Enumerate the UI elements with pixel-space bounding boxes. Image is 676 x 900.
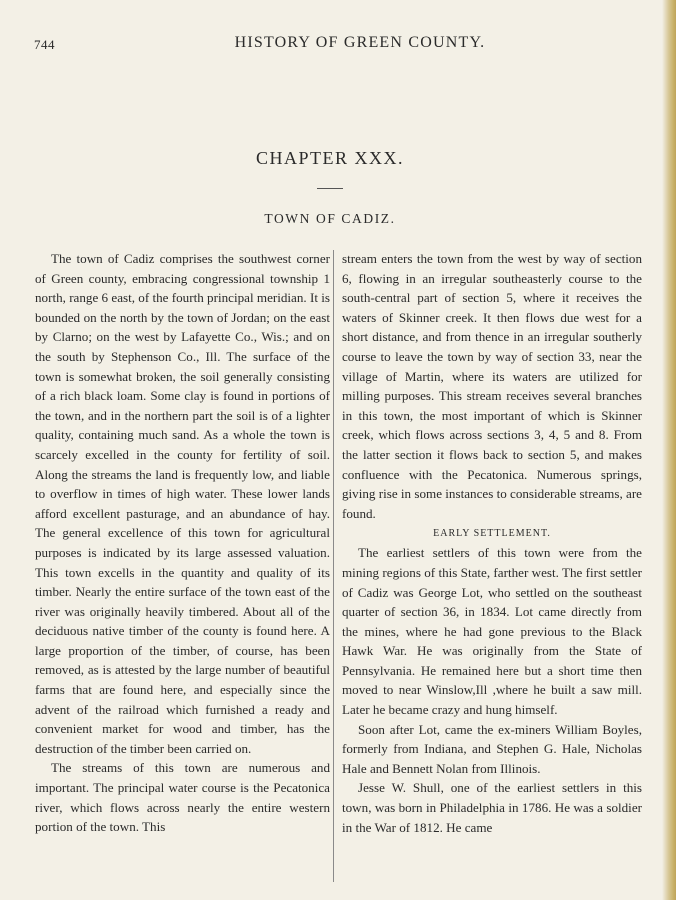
running-head: HISTORY OF GREEN COUNTY. [234,34,486,51]
right-column [342,249,642,837]
left-column [35,249,330,837]
subheading-early-settlement: EARLY SETTLEMENT. [433,528,551,540]
chapter-title: CHAPTER XXX. [255,148,404,168]
page-number: 744 [34,37,55,52]
title-divider-rule [317,188,343,189]
paragraph: Soon after Lot, came the ex-miners William Boyles, formerly from Indiana, and Stephen G. Hale, Nicholas Hale and Bennett Nolan from Illinois. [342,721,642,776]
paragraph: stream enters the town from the west by way of section 6, flowing in an irregular southeasterly course to the south-central part of section 5, where it receives the waters of Skinner creek. It then flows due west for a short distance, and from thence in an irregular southerly course to leave the town by way of section 33, near the village of Martin, where its waters are utilized for milling purposes. This stream receives several branches in this town, the most important of which is Skinner creek, which flows across sections 3, 4, 5 and 8. From the latter section it flows back to section 5, and makes confluence with the Pecatonica. Numerous springs, giving rise in some instances to considerable streams, are found. [342,251,642,521]
section-title: TOWN OF CADIZ. [264,211,396,226]
paragraph: Jesse W. Shull, one of the earliest settlers in this town, was born in Philadelphia in 1786. He was a soldier in the War of 1812. He came [342,780,642,835]
paragraph: The streams of this town are numerous and important. The principal water course is the Pecatonica river, which flows across nearly the entire western portion of the town. This [35,760,330,835]
column-divider [333,250,334,882]
page-edge-binding [662,0,676,900]
paragraph: The earliest settlers of this town were from the mining regions of this State, farther west. The first settler of Cadiz was George Lot, who settled on the southeast quarter of section 36, in 1834. Lot came directly from the mines, where he had gone previous to the Black Hawk War. He was originally from the State of Pennsylvania. He remained here but a short time then moved to near Winslow,Ill ,where he built a saw mill. Later he became crazy and hung himself. [342,545,642,718]
paragraph: The town of Cadiz comprises the southwest corner of Green county, embracing congressional township 1 north, range 6 east, of the fourth principal meridian. It is bounded on the north by the town of Jordan; on the east by Clarno; on the west by Lafayette Co., Wis.; and on the south by Stephenson Co., Ill. The surface of the town is somewhat broken, the soil generally consisting of a rich black loam. Some clay is found in portions of the town, and in the northern part the soil is of a lighter quality, containing much sand. As a whole the town is scarcely excelled in the county for fertility of soil. Along the streams the land is frequently low, and liable to overflow in times of high water. These lower lands afford excellent pasturage, and an abundance of hay. The general excellence of this town for agricultural purposes is indicated by its large assessed valuation. This town excells in the quantity and quality of its timber. Nearly the entire surface of the town east of the river was originally heavily timbered. About all of the deciduous native timber of the county is found here. A large proportion of the timber, of course, has been removed, as is attested by the large number of beautiful farms that are found here, and especially since the advent of the railroad which furnished a ready and convenient market for wood and timber, has the destruction of the timber been carried on. [35,251,330,756]
